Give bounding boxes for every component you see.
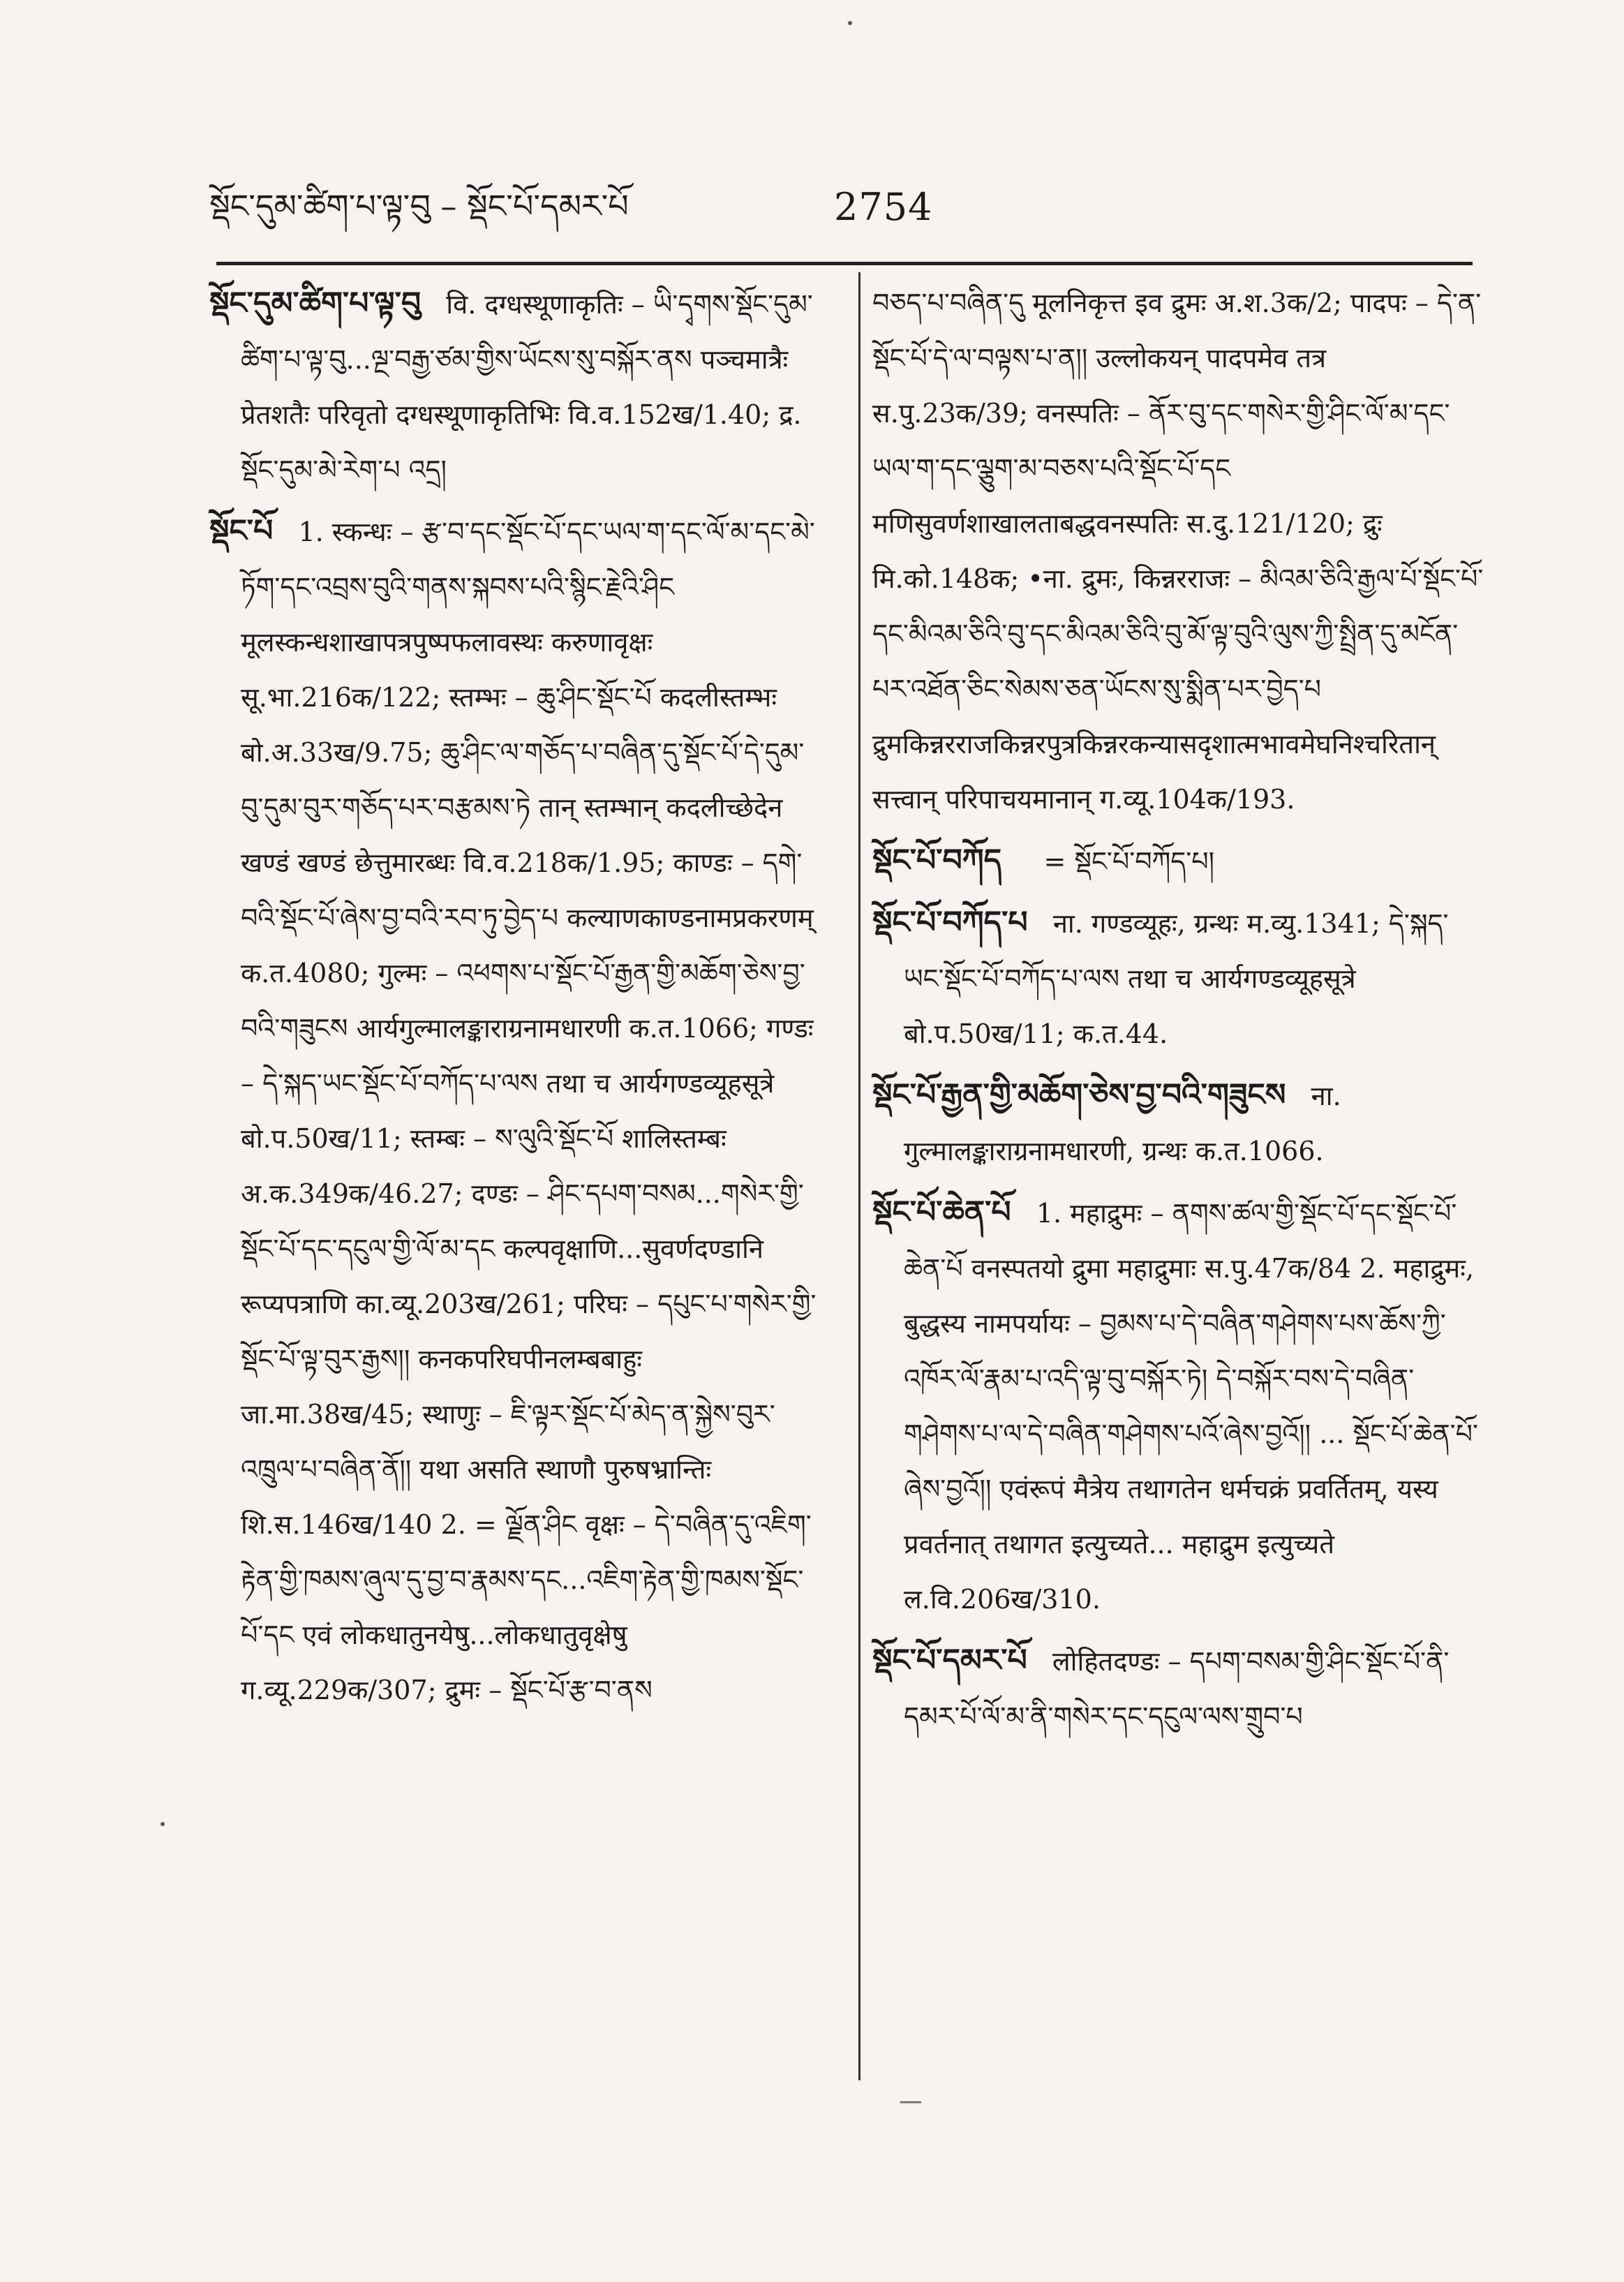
entry-text: 1. महाद्रुमः – ནགས་ཚལ་གྱི་སྡོང་པོ་དང་སྡོང་པོ་ཆེན་པོ वनस्पतयो द्रुमा महाद्रुमाः स.पु.47क/84 2. महाद्रुमः, बुद्धस्य नामपर्यायः – བྱམས་པ་དེ་བཞིན་གཤེགས་པས་ཆོས་ཀྱི་འཁོར་ལོ་རྣམ་པ་འདི་ལྟ་བུ་བསྐོར་ཏེ། དེ་བསྐོར་བས་དེ་བཞིན་གཤེགས་པ་ལ་དེ་བཞིན་གཤེགས་པའོ་ཞེས་བྱའོ།། ... སྡོང་པོ་ཆེན་པོ་ཞེས་བྱའོ།། एवंरूपं मैत्रेय तथागतेन धर्मचक्रं प्रवर्तितम्, यस्य प्रवर्तनात् तथागत इत्युच्यते... महाद्रुम इत्युच्यते ल.वि.206ख/310. — [904, 1198, 1478, 1615]
entry-headword: སྡོང་དུམ་ཚིག་པ་ལྟ་བུ — [209, 286, 422, 321]
header-rule — [216, 262, 1473, 265]
entry-text: 1. स्कन्धः – རྩ་བ་དང་སྡོང་པོ་དང་ཡལ་ག་དང་ལོ་མ་དང་མེ་ཏོག་དང་འབྲས་བུའི་གནས་སྐབས་པའི་སྙིང་རྗེའི་ཤིང मूलस्कन्धशाखापत्रपुष्पफलावस्थः करुणावृक्षः सू.भा.216क/122; स्तम्भः – ཆུ་ཤིང་སྡོང་པོ कदलीस्तम्भः बो.अ.33ख/9.75; ཆུ་ཤིང་ལ་གཅོད་པ་བཞིན་དུ་སྡོང་པོ་དེ་དུམ་བུ་དུམ་བུར་གཅོད་པར་བརྩམས་ཏེ तान् स्तम्भान् कदलीच्छेदेन खण्डं खण्डं छेत्तुमारब्धः वि.व.218क/1.95; काण्डः – དགེ་བའི་སྡོང་པོ་ཞེས་བྱ་བའི་རབ་ཏུ་བྱེད་པ कल्याणकाण्डनामप्रकरणम् क.त.4080; गुल्मः – འཕགས་པ་སྡོང་པོ་རྒྱན་གྱི་མཆོག་ཅེས་བྱ་བའི་གཟུངས आर्यगुल्मालङ्काराग्रनामधारणी क.त.1066; गण्डः – དེ་སྐད་ཡང་སྡོང་པོ་བཀོད་པ་ལས तथा च आर्यगण्डव्यूहसूत्रे बो.प.50ख/11; स्तम्बः – ས་ལུའི་སྡོང་པོ शालिस्तम्बः अ.क.349क/46.27; दण्डः – ཤིང་དཔག་བསམ...གསེར་གྱི་སྡོང་པོ་དང་དངུལ་གྱི་ལོ་མ་དང कल्पवृक्षाणि...सुवर्णदण्डानि रूप्यपत्राणि का.व्यू.203ख/261; परिघः – དཔུང་པ་གསེར་གྱི་སྡོང་པོ་ལྟ་བུར་རྒྱས།། कनकपरिघपीनलम्बबाहुः जा.मा.38ख/45; स्थाणुः – ཇི་ལྟར་སྡོང་པོ་མེད་ན་སྐྱེས་བུར་འཁྲུལ་པ་བཞིན་ནོ།། यथा असति स्थाणौ पुरुषभ्रान्तिः शि.स.146ख/140 2. = ལྗོན་ཤིང वृक्षः – དེ་བཞིན་དུ་འཇིག་རྟེན་གྱི་ཁམས་ཞུལ་དུ་བྱ་བ་རྣམས་དང...འཇིག་རྟེན་གྱི་ཁམས་སྡོང་པོ་དང एवं लोकधातुनयेषु...लोकधातुवृक्षेषु ग.व्यू.229क/307; द्रुमः – སྡོང་པོ་རྩ་བ་ནས — [241, 517, 817, 1705]
scan-speck — [161, 1822, 165, 1826]
entry-headword: སྡོང་པོ་བཀོད — [872, 843, 1002, 878]
dictionary-entry — [209, 276, 824, 498]
left-column — [209, 276, 824, 1724]
dictionary-entry-continued — [872, 276, 1487, 827]
entry-headword: སྡོང་པོ་རྒྱན་གྱི་མཆོག་ཅེས་བྱ་བའི་གཟུངས — [872, 1077, 1286, 1113]
page-number: 2754 — [834, 185, 933, 229]
running-head: སྡོང་དུམ་ཚིག་པ་ལྟ་བུ – སྡོང་པོ་དམར་པོ — [209, 187, 629, 225]
scan-mark — [900, 2101, 921, 2103]
entry-text: = སྡོང་པོ་བཀོད་པ། — [1043, 846, 1215, 877]
dictionary-entry — [872, 1633, 1487, 1744]
column-divider — [858, 272, 861, 2080]
right-column — [872, 276, 1487, 1750]
entry-text: वि. दग्धस्थूणाकृतिः – ཡི་དྭགས་སྡོང་དུམ་ཚིག་པ་ལྟ་བུ...ལྔ་བརྒྱ་ཙམ་གྱིས་ཡོངས་སུ་བསྐོར་ནས पञ्चमात्रैः प्रेतशतैः परिवृतो दग्धस्थूणाकृतिभिः वि.व.152ख/1.40; द्र. སྡོང་དུམ་མེ་རེག་པ འདྲ། — [241, 289, 813, 485]
dictionary-entry — [209, 503, 824, 1718]
dictionary-entry — [872, 1067, 1487, 1179]
entry-headword: སྡོང་པོ་བཀོད་པ — [872, 905, 1028, 940]
entry-headword: སྡོང་པོ་དམར་པོ — [872, 1643, 1027, 1678]
entry-text: लोहितदण्डः – དཔག་བསམ་གྱི་ཤིང་སྡོང་པོ་ནི་དམར་པོ་ལོ་མ་ནི་གསེར་དང་དངུལ་ལས་གྲུབ་པ — [904, 1646, 1450, 1732]
entry-text: བཅད་པ་བཞིན་དུ मूलनिकृत्त इव द्रुमः अ.श.3क/2; पादपः – དེ་ན་སྡོང་པོ་དེ་ལ་བལྟས་པ་ན།། उल्लोकयन् पादपमेव तत्र स.पु.23क/39; वनस्पतिः – ནོར་བུ་དང་གསེར་གྱི་ཤིང་ལོ་མ་དང་ཡལ་ག་དང་ལྕུག་མ་བཅས་པའི་སྡོང་པོ་དང मणिसुवर्णशाखालताबद्धवनस्पतिः स.दु.121/120; द्रुः मि.को.148क; •ना. द्रुमः, किन्नरराजः – མིའམ་ཅིའི་རྒྱལ་པོ་སྡོང་པོ་དང་མིའམ་ཅིའི་བུ་དང་མིའམ་ཅིའི་བུ་མོ་ལྟ་བུའི་ལུས་ཀྱི་སྤྲིན་དུ་མངོན་པར་འཐོན་ཅིང་སེམས་ཅན་ཡོངས་སུ་སྨིན་པར་བྱེད་པ द्रुमकिन्नरराजकिन्नरपुत्रकिन्नरकन्यासदृशात्मभावमेघनिश्चरितान् सत्त्वान् परिपाचयमानान् ग.व्यू.104क/193. — [872, 288, 1484, 815]
entry-headword: སྡོང་པོ་ཆེན་པོ — [872, 1194, 1011, 1230]
dictionary-entry — [872, 895, 1487, 1062]
entry-text: ना. गुल्मालङ्काराग्रनामधारणी, ग्रन्थः क.त.1066. — [904, 1081, 1341, 1166]
entry-text: ना. गण्डव्यूहः, ग्रन्थः म.व्यु.1341; དེ་སྐད་ཡང་སྡོང་པོ་བཀོད་པ་ལས तथा च आर्यगण्डव्यूहसूत्रे बो.प.50ख/11; क.त.44. — [904, 908, 1449, 1049]
dictionary-entry — [872, 833, 1487, 889]
scan-speck — [848, 21, 852, 25]
dictionary-entry — [872, 1185, 1487, 1627]
entry-headword: སྡོང་པོ — [209, 513, 274, 549]
